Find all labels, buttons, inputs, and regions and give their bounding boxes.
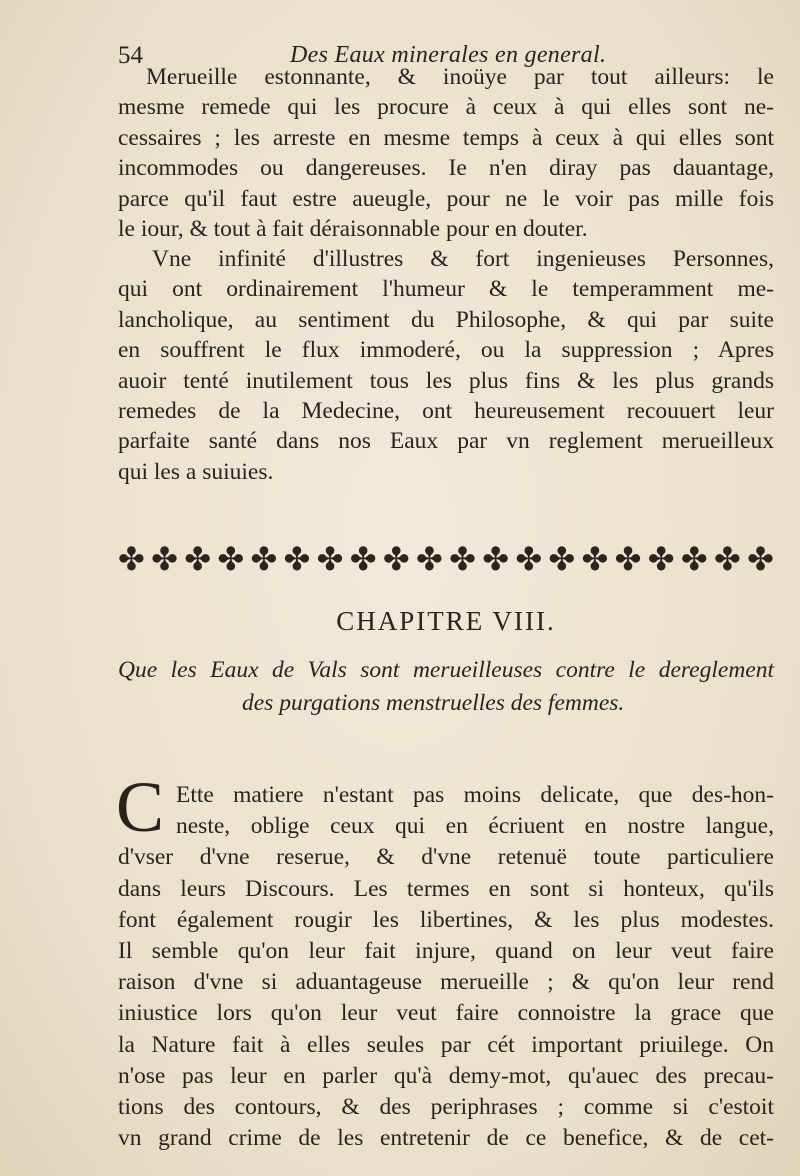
fleuron-icon: ✤ [680,541,708,577]
paragraph-2 [118,244,774,487]
chapter-subtitle-line-1: Que les Eaux de Vals sont merueilleuses contre le dereglement [118,657,774,683]
fleuron-icon: ✤ [217,541,245,577]
text-line: iniustice lors qu'on leur veut faire connoistre la grace que [118,1000,774,1027]
fleuron-icon: ✤ [250,541,278,577]
fleuron-icon: ✤ [515,541,543,577]
running-title: Des Eaux minerales en general. [290,42,607,68]
ornamental-border [118,540,774,578]
text-line: en souffrent le flux immoderé, ou la suppression ; Apres [118,337,774,364]
text-line: lancholique, au sentiment du Philosophe, & qui par suite [118,306,774,333]
fleuron-icon: ✤ [747,541,774,577]
fleuron-icon: ✤ [151,541,178,577]
text-line: la Nature fait à elles seules par cét important priuilege. On [118,1031,774,1058]
text-line: auoir tenté inutilement tous les plus fins & les plus grands [118,367,774,394]
chapter-subtitle-line-2: des purgations menstruelles des femmes. [242,690,625,716]
fleuron-icon: ✤ [614,541,642,577]
fleuron-icon: ✤ [349,541,377,577]
fleuron-icon: ✤ [316,541,344,577]
fleuron-icon: ✤ [184,541,212,577]
text-line: parfaite santé dans nos Eaux par vn reglement merueilleux [118,428,774,455]
fleuron-icon: ✤ [415,541,443,577]
text-line: parce qu'il faut estre aueugle, pour ne le voir pas mille fois [118,185,774,212]
fleuron-icon: ✤ [548,541,576,577]
chapter-subtitle [118,654,774,720]
text-line: remedes de la Medecine, ont heureusement recouuert leur [118,398,774,425]
text-line: Ette matiere n'estant pas moins delicate, que des-hon- [176,782,774,808]
text-line: Il semble qu'on leur fait injure, quand on leur veut faire [118,938,774,965]
text-line: vn grand crime de les entretenir de ce benefice, & de cet- [118,1125,774,1152]
text-line: le iour, & tout à fait déraisonnable pour en douter. [118,216,588,243]
fleuron-icon: ✤ [482,541,510,577]
text-line: qui ont ordinairement l'humeur & le temperamment me- [118,276,774,303]
text-line: incommodes ou dangereuses. Ie n'en diray pas dauantage, [118,155,774,182]
paragraph-3 [116,767,774,1154]
fleuron-icon: ✤ [118,541,145,577]
text-line: Vne infinité d'illustres & fort ingenieuses Personnes, [152,246,774,272]
fleuron-icon: ✤ [713,541,741,577]
text-line: raison d'vne si aduantageuse merueille ; & qu'on leur rend [118,969,774,996]
text-line: dans leurs Discours. Les termes en sont si honteux, qu'ils [118,875,774,902]
paragraph-1 [118,62,774,244]
text-line: Merueille estonnante, & inoüye par tout ailleurs: le [146,64,774,90]
fleuron-icon: ✤ [382,541,410,577]
text-line: cessaires ; les arreste en mesme temps à ceux à qui elles sont [118,124,774,151]
text-line: qui les a suiuies. [118,458,274,485]
chapter-heading: CHAPITRE VIII. [336,606,556,636]
text-line: tions des contours, & des periphrases ; comme si c'estoit [118,1094,774,1121]
text-line: font également rougir les libertines, & les plus modestes. [118,906,774,933]
text-line: d'vser d'vne reserue, & d'vne retenuë toute particuliere [118,844,774,871]
fleuron-icon: ✤ [647,541,675,577]
text-line: neste, oblige ceux qui en écriuent en nostre langue, [176,813,774,840]
text-line: n'ose pas leur en parler qu'à demy-mot, qu'auec des precau- [118,1062,774,1089]
page-number: 54 [118,42,143,69]
fleuron-icon: ✤ [449,541,476,577]
text-line: mesme remede qui les procure à ceux à qui elles sont ne- [118,94,774,121]
drop-cap: C [116,767,165,847]
fleuron-icon: ✤ [283,541,311,577]
fleuron-icon: ✤ [581,541,609,577]
